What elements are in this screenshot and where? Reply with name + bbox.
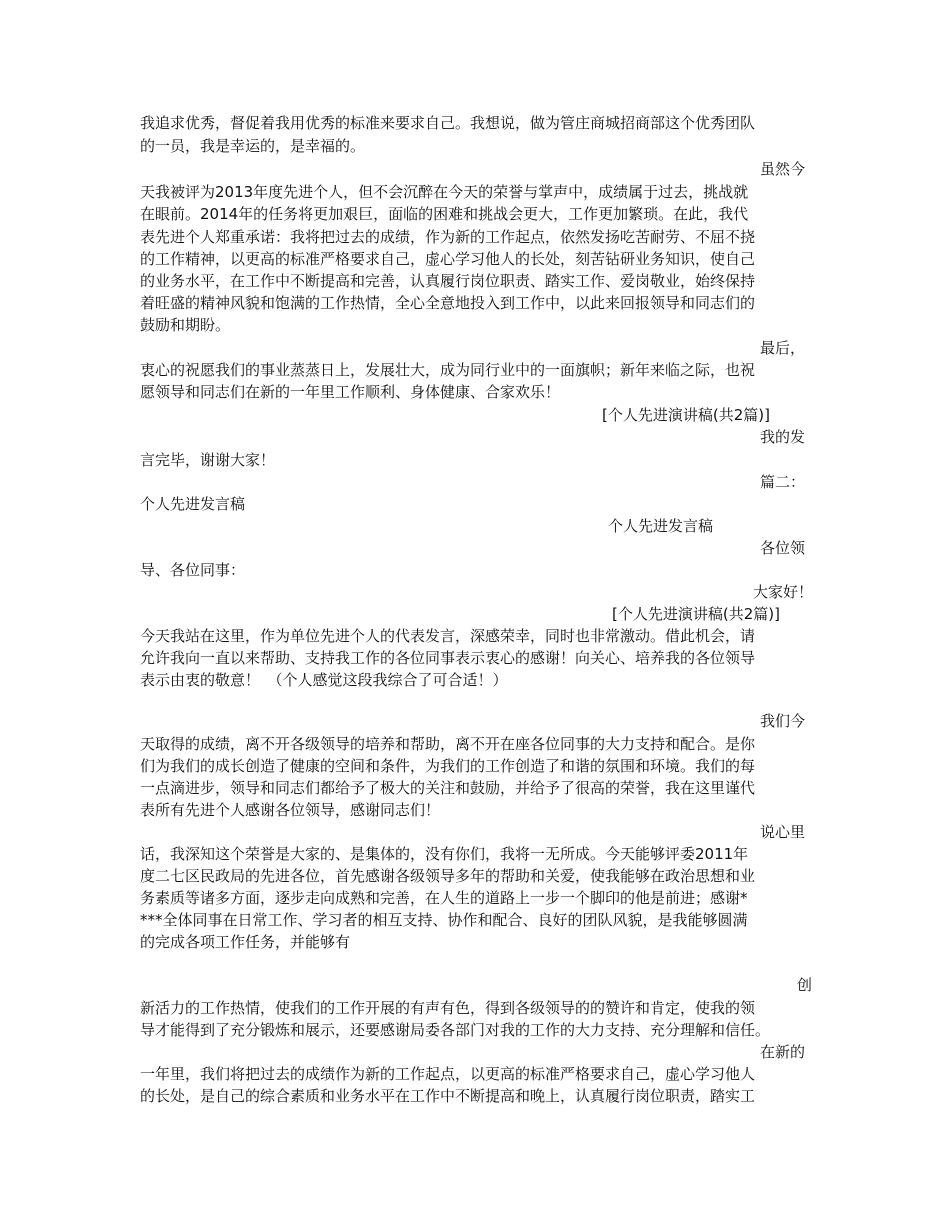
- body-line: 度二七区民政局的先进各位，首先感谢各级领导多年的帮助和关爱，使我能够在政治思想和业: [140, 867, 756, 885]
- body-line: 的长处，是自己的综合素质和业务水平在工作中不断提高和晚上，认真履行岗位职责，踏实工: [140, 1087, 756, 1105]
- body-line: 的一员，我是幸运的，是幸福的。: [140, 137, 366, 155]
- body-line: 新活力的工作热情，使我们的工作开展的有声有色，得到各级领导的的赞许和肯定，使我的领: [140, 999, 756, 1017]
- body-line: 表示由衷的敬意！ （个人感觉这段我综合了可合适！）: [140, 671, 508, 689]
- body-line: 表所有先进个人感谢各位领导，感谢同志们！: [140, 801, 441, 819]
- body-line: 导才能得到了充分锻炼和展示，还要感谢局委各部门对我的工作的大力支持、充分理解和信任。: [140, 1021, 771, 1039]
- body-line: 务素质等诸多方面，逐步走向成熟和完善，在人生的道路上一步一个脚印的他是前进；感谢*: [140, 889, 748, 907]
- body-line: 们为我们的成长创造了健康的空间和条件，为我们的工作创造了和谐的氛围和环境。我们的每: [140, 757, 756, 775]
- indent-line: 篇二：: [759, 473, 805, 491]
- body-line: 导、各位同事：: [140, 561, 246, 579]
- body-line: 在眼前。2014年的任务将更加艰巨，面临的困难和挑战会更大，工作更加繁琐。在此，我代: [140, 205, 749, 223]
- body-line: 的业务水平，在工作中不断提高和完善，认真履行岗位职责、踏实工作、爱岗敬业，始终保持: [140, 272, 756, 290]
- indent-line: 大家好！: [752, 583, 813, 601]
- body-line: 的完成各项工作任务，并能够有: [140, 933, 351, 951]
- body-line: 话，我深知这个荣誉是大家的、是集体的，没有你们，我将一无所成。今天能够评委2011年: [140, 845, 749, 863]
- body-line: 的工作精神，以更高的标准严格要求自己，虚心学习他人的长处，刻苦钻研业务知识，使自己: [140, 250, 756, 268]
- watermark-title: [个人先进演讲稿(共2篇)]: [602, 406, 770, 424]
- body-line: 愿领导和同志们在新的一年里工作顺利、身体健康、合家欢乐！: [140, 383, 561, 401]
- indent-line: 创: [796, 976, 812, 994]
- indent-line: 在新的: [759, 1043, 805, 1061]
- body-line: 着旺盛的精神风貌和饱满的工作热情，全心全意地投入到工作中，以此来回报领导和同志们的: [140, 294, 756, 312]
- body-line: 今天我站在这里，作为单位先进个人的代表发言，深感荣幸，同时也非常激动。借此机会，请: [140, 627, 756, 645]
- indent-line: 最后，: [759, 339, 805, 357]
- body-line: 天取得的成绩，离不开各级领导的培养和帮助，离不开在座各位同事的大力支持和配合。是你: [140, 735, 756, 753]
- body-line: 允许我向一直以来帮助、支持我工作的各位同事表示衷心的感谢！向关心、培养我的各位领导: [140, 649, 756, 667]
- body-line: 言完毕，谢谢大家！: [140, 451, 276, 469]
- body-line: 我追求优秀，督促着我用优秀的标准来要求自己。我想说，做为管庄商城招商部这个优秀团队: [140, 114, 756, 132]
- section-title: 个人先进发言稿: [607, 517, 713, 535]
- body-line: 天我被评为2013年度先进个人，但不会沉醉在今天的荣誉与掌声中，成绩属于过去，挑战就: [140, 183, 749, 201]
- section-heading: 个人先进发言稿: [140, 495, 246, 513]
- watermark-title: [个人先进演讲稿(共2篇)]: [612, 605, 780, 623]
- body-line: 一年里，我们将把过去的成绩作为新的工作起点，以更高的标准严格要求自己，虚心学习他人: [140, 1065, 756, 1083]
- indent-line: 虽然今: [759, 160, 805, 178]
- body-line: ***全体同事在日常工作、学习者的相互支持、协作和配合、良好的团队风貌，是我能够圆满: [140, 911, 748, 929]
- indent-line: 各位领: [759, 539, 805, 557]
- body-line: 表先进个人郑重承诺：我将把过去的成绩，作为新的工作起点，依然发扬吃苦耐劳、不屈不挠: [140, 228, 756, 246]
- indent-line: 我的发: [759, 428, 805, 446]
- indent-line: 说心里: [759, 823, 805, 841]
- body-line: 一点滴进步，领导和同志们都给予了极大的关注和鼓励，并给予了很高的荣誉，我在这里谨代: [140, 779, 756, 797]
- indent-line: 我们今: [759, 712, 805, 730]
- body-line: 衷心的祝愿我们的事业蒸蒸日上，发展壮大，成为同行业中的一面旗帜；新年来临之际，也祝: [140, 361, 756, 379]
- body-line: 鼓励和期盼。: [140, 316, 231, 334]
